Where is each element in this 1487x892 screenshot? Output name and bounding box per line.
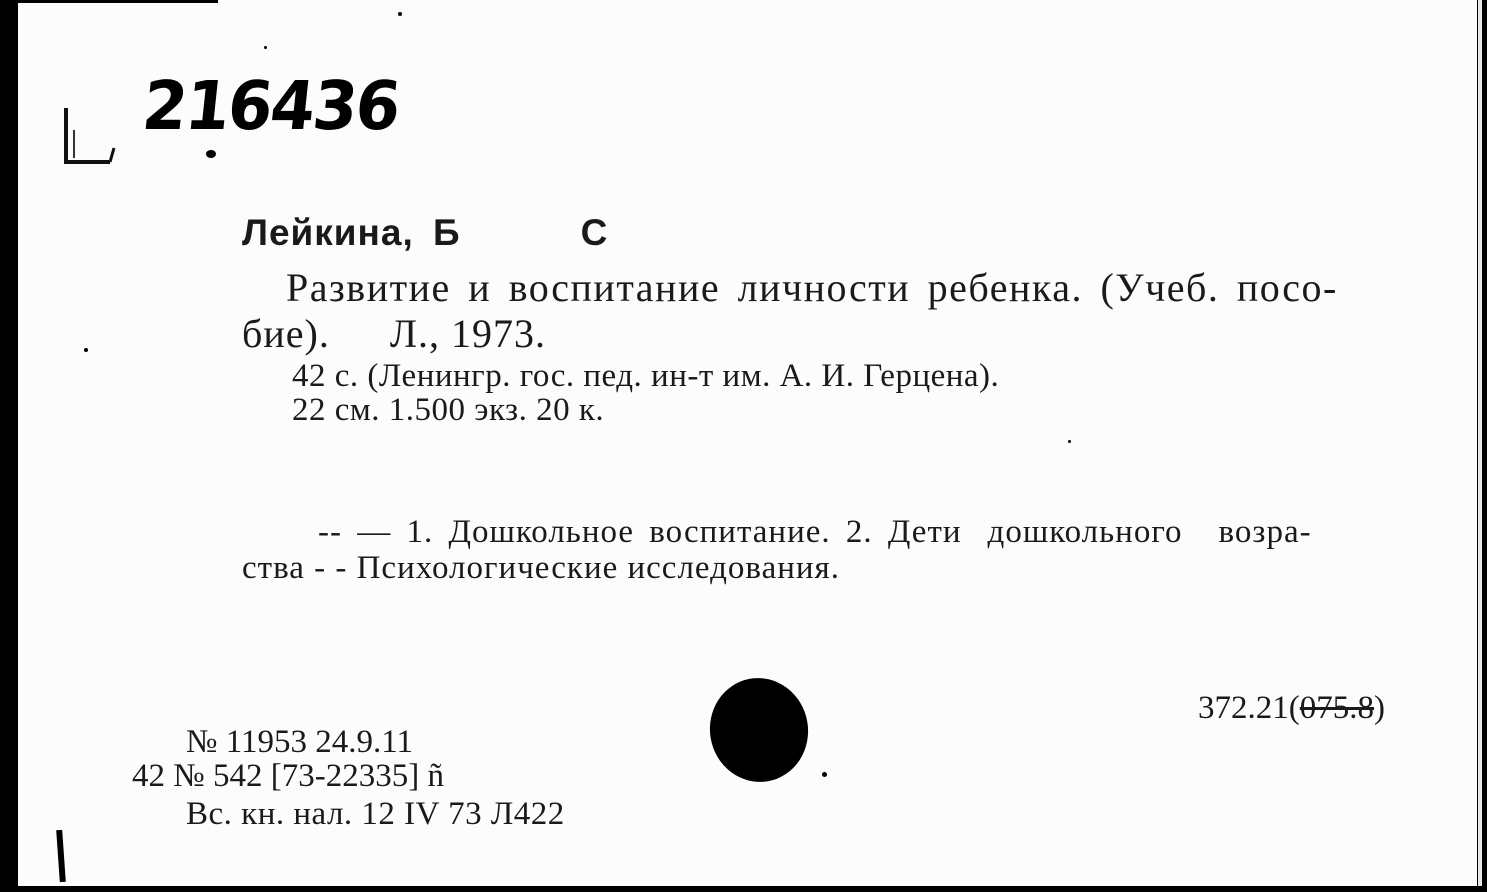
author-surname: Лейкина, Б xyxy=(242,212,461,253)
card-paper xyxy=(18,0,1477,886)
author-heading xyxy=(242,212,608,254)
physical-description-line-2: 22 см. 1.500 экз. 20 к. xyxy=(292,392,605,428)
ink-speck xyxy=(84,348,88,352)
subject-part-b: дошкольного xyxy=(987,514,1183,550)
subject-part-c: возра- xyxy=(1218,514,1312,550)
classmark-old-close: ) xyxy=(1374,690,1385,726)
handwritten-accession-number: 216436 xyxy=(138,68,403,146)
inventory-line-1: № 11953 24.9.11 xyxy=(186,724,414,760)
title-end: бие). xyxy=(242,311,330,356)
ink-speck xyxy=(206,150,216,158)
title-line-1: Развитие и воспитание личности ребенка. (Учеб. посо- xyxy=(286,265,1338,310)
author-second-initial: С xyxy=(580,212,609,253)
ink-speck xyxy=(264,46,267,49)
margin-pencil-stroke xyxy=(56,830,66,882)
scan-edge xyxy=(18,0,218,3)
classification-mark xyxy=(1198,690,1385,727)
publication-place-year: Л., 1973. xyxy=(389,311,546,356)
inventory-line-3: Вс. кн. нал. 12 IV 73 Л422 xyxy=(186,796,565,832)
title-line-2 xyxy=(242,310,546,357)
inventory-line-2: 42 № 542 [73-22335] ñ xyxy=(132,758,444,794)
card-edge xyxy=(1478,0,1482,886)
corner-pencil-mark xyxy=(60,100,116,170)
ink-speck xyxy=(822,772,827,777)
ink-speck xyxy=(1068,440,1071,443)
card-punch-hole xyxy=(702,670,817,789)
classmark-old: 075.8 xyxy=(1299,690,1374,726)
subject-headings-line-1 xyxy=(318,514,1312,551)
ink-speck xyxy=(398,12,402,16)
subject-part-a: -- — 1. Дошкольное воспитание. 2. Дети xyxy=(318,514,962,550)
physical-description-line-1: 42 с. (Ленингр. гос. пед. ин-т им. А. И. Герцена). xyxy=(292,358,1000,394)
subject-headings-line-2: ства - - Психологические исследования. xyxy=(242,550,840,586)
classmark-current: 372.21 xyxy=(1198,690,1289,726)
classmark-old-open: ( xyxy=(1288,690,1300,726)
